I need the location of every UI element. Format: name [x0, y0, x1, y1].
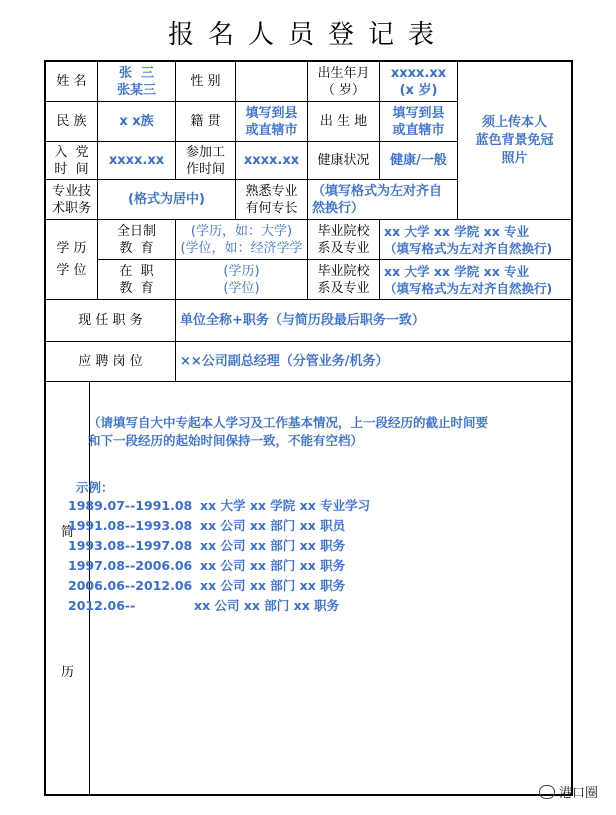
parttime-value: (学历) (学位)	[176, 260, 308, 300]
resume-content	[56, 364, 526, 616]
parttime-school-label: 毕业院校 系及专业	[308, 260, 380, 300]
watermark-text: 港口圈	[558, 786, 598, 801]
gender-label: 性 别	[176, 62, 236, 102]
birthplace-value: 填写到县 或直辖市	[380, 102, 458, 142]
resume-entry: 1993.08--1997.08 xx 公司 xx 部门 xx 职务	[68, 538, 346, 553]
health-value: 健康/一般	[380, 142, 458, 180]
party-value: xxxx.xx	[98, 142, 176, 180]
resume-entry: 2012.06-- xx 公司 xx 部门 xx 职务	[68, 598, 340, 613]
fulltime-school-label: 毕业院校 系及专业	[308, 220, 380, 260]
name-label: 姓 名	[46, 62, 98, 102]
fulltime-value: (学历，如：大学) (学位，如：经济学学	[176, 220, 308, 260]
native-value: 填写到县 或直辖市	[236, 102, 308, 142]
specialty-label: 熟悉专业 有何专长	[236, 180, 308, 220]
birth-value: xxxx.xx (x 岁)	[380, 62, 458, 102]
resume-entry: 1997.08--2006.06 xx 公司 xx 部门 xx 职务	[68, 558, 346, 573]
applied-post-value: ××公司副总经理（分管业务/机务）	[176, 342, 571, 382]
tech-title-value: (格式为居中)	[98, 180, 236, 220]
watermark	[539, 782, 598, 801]
resume-label-bottom: 历	[60, 664, 74, 680]
work-start-value: xxxx.xx	[236, 142, 308, 180]
ethnic-value: x x族	[98, 102, 176, 142]
gender-value	[236, 62, 308, 102]
current-post-label: 现 任 职 务	[46, 300, 176, 342]
current-post-value: 单位全称+职务（与简历段最后职务一致）	[176, 300, 571, 342]
ethnic-label: 民 族	[46, 102, 98, 142]
parttime-label: 在 职 教 育	[98, 260, 176, 300]
native-label: 籍 贯	[176, 102, 236, 142]
resume-entry: 1989.07--1991.08 xx 大学 xx 学院 xx 专业学习	[68, 498, 371, 513]
party-label: 入 党 时 间	[46, 142, 98, 180]
parttime-school-value: xx 大学 xx 学院 xx 专业 （填写格式为左对齐自然换行)	[380, 260, 571, 300]
wechat-icon	[539, 785, 555, 799]
fulltime-school-value: xx 大学 xx 学院 xx 专业 （填写格式为左对齐自然换行)	[380, 220, 571, 260]
work-start-label: 参加工 作时间	[176, 142, 236, 180]
resume-entry: 2006.06--2012.06 xx 公司 xx 部门 xx 职务	[68, 578, 346, 593]
specialty-value: （填写格式为左对齐自 然换行）	[308, 180, 458, 220]
form-title: 报名人员登记表	[167, 20, 448, 50]
resume-note: （请填写自大中专起本人学习及工作基本情况，上一段经历的截止时间要 和下一段经历的起始时间保持一致，不能有空档）	[88, 415, 489, 448]
tech-title-label: 专业技 术职务	[46, 180, 98, 220]
education-label: 学 历 学 位	[46, 220, 98, 300]
resume-entries	[56, 496, 526, 616]
example-title: 示例：	[76, 480, 114, 495]
birthplace-label: 出 生 地	[308, 102, 380, 142]
fulltime-label: 全日制 教 育	[98, 220, 176, 260]
photo-placeholder: 须上传本人 蓝色背景免冠 照片	[458, 62, 571, 220]
name-value: 张 三 张某三	[98, 62, 176, 102]
resume-entry: 1991.08--1993.08 xx 公司 xx 部门 xx 职员	[68, 518, 346, 533]
resume-label-top: 简	[60, 524, 74, 540]
applied-post-label: 应 聘 岗 位	[46, 342, 176, 382]
birth-label: 出生年月 （ 岁）	[308, 62, 380, 102]
health-label: 健康状况	[308, 142, 380, 180]
